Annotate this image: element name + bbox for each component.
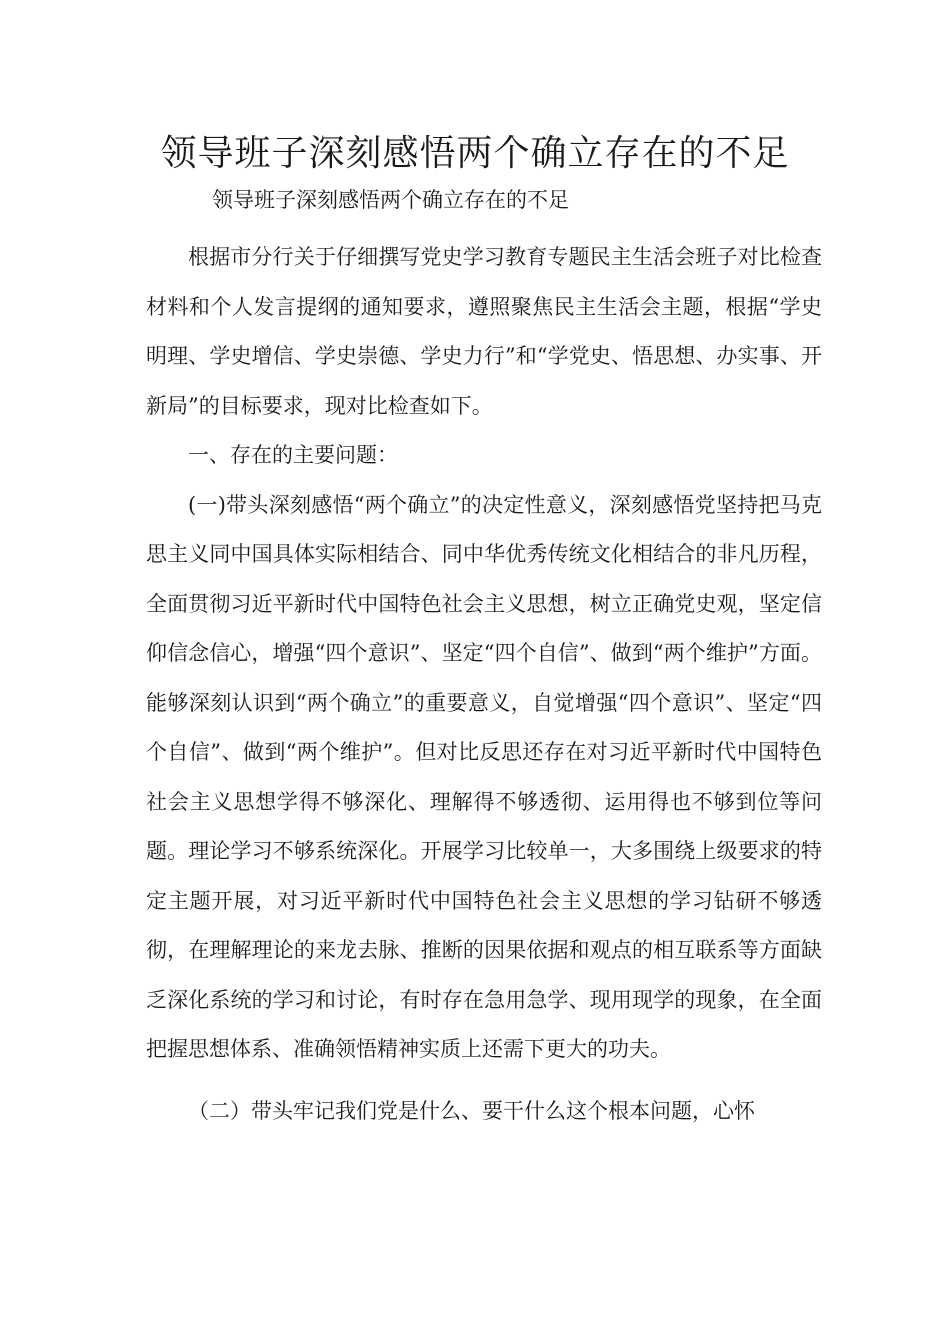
intro-paragraph: 根据市分行关于仔细撰写党史学习教育专题民主生活会班子对比检查材料和个人发言提纲的通知要求，遵照聚焦民主生活会主题，根据“学史明理、学史增信、学史崇德、学史力行”和“学党史、悟思想、办实事、开新局”的目标要求，现对比检查如下。 xyxy=(146,245,822,418)
issue-paragraph-2: （二）带头牢记我们党是什么、要干什么这个根本问题，心怀 xyxy=(188,1098,755,1123)
document-body xyxy=(146,233,822,1136)
document-subtitle: 领导班子深刻感悟两个确立存在的不足 xyxy=(212,188,569,212)
document-title: 领导班子深刻感悟两个确立存在的不足 xyxy=(160,133,790,174)
section-heading: 一、存在的主要问题： xyxy=(188,443,398,467)
issue-paragraph-1: (一)带头深刻感悟“两个确立”的决定性意义，深刻感悟党坚持把马克思主义同中国具体实际相结合、同中华优秀传统文化相结合的非凡历程，全面贯彻习近平新时代中国特色社会主义思想，树立正确党史观，坚定信仰信念信心，增强“四个意识”、坚定“四个自信”、做到“两个维护”方面。能够深刻认识到“两个确立”的重要意义，自觉增强“四个意识”、坚定“四个自信”、做到“两个维护”。但对比反思还存在对习近平新时代中国特色社会主义思想学得不够深化、理解得不够透彻、运用得也不够到位等问题。理论学习不够系统深化。开展学习比较单一，大多围绕上级要求的特定主题开展，对习近平新时代中国特色社会主义思想的学习钻研不够透彻，在理解理论的来龙去脉、推断的因果依据和观点的相互联系等方面缺乏深化系统的学习和讨论，有时存在急用急学、现用现学的现象，在全面把握思想体系、准确领悟精神实质上还需下更大的功夫。 xyxy=(146,492,822,1061)
